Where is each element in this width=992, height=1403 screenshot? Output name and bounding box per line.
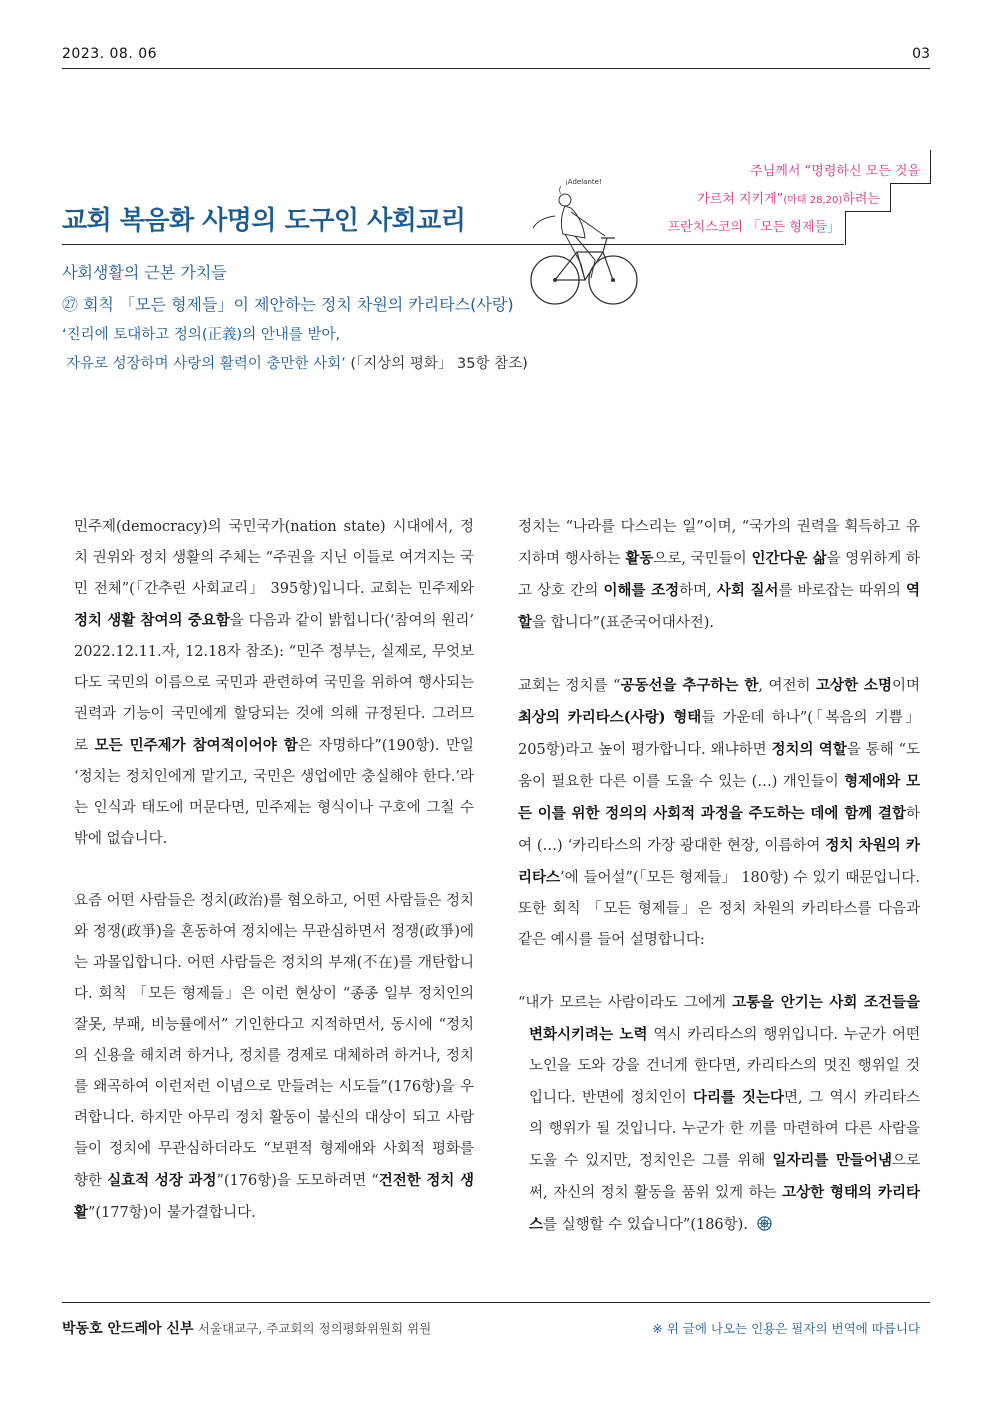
- emphasis: 모든 민주제가 참여적이어야 함: [94, 737, 298, 754]
- quote-reference: (「지상의 평화」 35항 참조): [350, 356, 528, 372]
- translation-note: ※ 위 글에 나오는 인용은 필자의 번역에 따릅니다: [652, 1321, 920, 1336]
- author-role: 서울대교구, 주교회의 정의평화위원회 위원: [197, 1321, 432, 1336]
- text-span: 를 실행할 수 있습니다”(186항).: [543, 1217, 748, 1233]
- paragraph: [74, 512, 474, 855]
- paragraph: [518, 670, 920, 956]
- emphasis: 건전한 정치 생활: [74, 1172, 475, 1221]
- text-span: 을 영위하게 하고 상호 간의: [518, 551, 920, 599]
- top-divider: [62, 68, 930, 69]
- end-mark-icon: [757, 1216, 772, 1231]
- text-span: 하며,: [679, 583, 717, 599]
- author-name: 박동호 안드레아 신부: [62, 1321, 194, 1337]
- text-span: 요즘 어떤 사람들은 정치(政治)를 혐오하고, 어떤 사람들은 정치와 정쟁(政爭)을 혼동하여 정치에는 무관심하면서 정쟁(政爭)에는 과몰입합니다. 어떤 사람들은 정치의 부재(不在)를 개탄합니다. 회칙 「모든 형제들」은 이런 현상이 “종종 일부 정치인의 잘못, 부패, 비능률에서” 기인한다고 지적하면서, 동시에 “정치의 신용을 해치려 하거나, 정치를 경제로 대체하려 하거나, 정치를 왜곡하여 이런저런 이념으로 만들려는 시도들”(176항)을 우려합니다. 하지만 아무리 정치 활동이 불신의 대상이 되고 사람들이 정치에 무관심하더라도 “보편적 형제애와 사회적 평화를 향한: [74, 893, 474, 1189]
- text-span: ”(176항)을 도모하려면 “: [216, 1173, 379, 1189]
- emphasis: 공동선을 추구하는 한: [620, 677, 759, 694]
- stair-line: [890, 183, 891, 211]
- text-span: 을 다음과 같이 밝힙니다(‘참여의 원리’ 2022.12.11.자, 12.18자 참조): “민주 정부는, 실제로, 무엇보다도 국민의 이름으로 국민과 관련하여 국민을 위하여 행사되는 권력과 기능이 국민에게 할당되는 것에 의해 규정된다. 그러므로: [74, 613, 474, 754]
- callout-line-1: 주님께서 “명령하신 모든 것을: [750, 164, 920, 179]
- stair-line: [890, 183, 931, 184]
- emphasis: 정치 차원의 카리타스: [518, 837, 920, 886]
- stair-line: [930, 150, 931, 183]
- emphasis: 정치의 역할: [771, 741, 847, 758]
- text-span: 민주제(democracy)의 국민국가(nation state) 시대에서, 정치 권위와 정치 생활의 주체는 “주권을 지닌 이들로 여겨지는 국민 전체”(「간추린 사회교리」 395항)입니다. 교회는 민주제와: [74, 519, 474, 597]
- body-right-column: [518, 512, 920, 1272]
- quote-line-1: ‘진리에 토대하고 정의(正義)의 안내를 받아,: [62, 327, 341, 343]
- text-span: 으로, 국민들이: [653, 551, 752, 567]
- text-span: 하여 (…) ‘카리타스의 가장 광대한 현장, 이름하여: [518, 806, 920, 854]
- speech-bubble-text: ¡Adelante!: [565, 178, 602, 186]
- page-number: 03: [912, 46, 930, 62]
- text-span: 교회는 정치를 “: [518, 678, 621, 694]
- quote-paragraph: [518, 987, 920, 1241]
- paragraph: [74, 886, 474, 1229]
- callout-line-2-main: 가르쳐 지키게”: [697, 192, 784, 207]
- stair-line: [845, 211, 891, 212]
- emphasis: 고통을 안기는 사회 조건들을 변화시키려는 노력: [529, 994, 920, 1043]
- emphasis: 이해를 조정: [603, 582, 680, 599]
- text-span: “내가 모르는 사람이라도 그에게: [518, 995, 733, 1011]
- text-span: , 여전히: [758, 678, 816, 694]
- episode-title: ㉗ 회칙 「모든 형제들」이 제안하는 정치 차원의 카리타스(사랑): [62, 295, 514, 314]
- emphasis: 고상한 형태의 카리타스: [529, 1184, 920, 1233]
- callout-bible-ref: (마태 28,20): [783, 195, 843, 206]
- pope-bicycle-illustration: [525, 168, 645, 318]
- bottom-divider: [62, 1302, 930, 1303]
- stair-line: [845, 211, 846, 245]
- text-span: ’에 들어설”(「모든 형제들」 180항) 수 있기 때문입니다. 또한 회칙 「모든 형제들」은 정치 차원의 카리타스를 다음과 같은 예시를 들어 설명합니다:: [518, 870, 920, 948]
- emphasis: 실효적 성장 과정: [107, 1172, 217, 1189]
- emphasis: 일자리를 만들어냄: [772, 1152, 892, 1169]
- article-title: 교회 복음화 사명의 도구인 사회교리: [62, 206, 466, 236]
- emphasis: 형제애와 모든 이를 위한 정의의 사회적 과정을 주도하는 데에 함께 결합: [518, 773, 921, 822]
- callout-line-3: 프란치스코의 「모든 형제들」: [667, 220, 840, 235]
- emphasis: 인간다운 삶: [751, 550, 827, 567]
- text-span: 으로써, 자신의 정치 활동을 품위 있게 하는: [529, 1153, 920, 1201]
- emphasis: 다리를 짓는다: [693, 1089, 784, 1106]
- paragraph: [518, 512, 920, 639]
- text-span: 를 바로잡는 따위의: [778, 583, 906, 599]
- callout-line-2: [697, 188, 880, 207]
- text-span: 이며: [891, 678, 920, 694]
- text-span: 을 합니다”(표준국어대사전).: [532, 615, 715, 631]
- text-span: 은 자명하다”(190항). 만일 ‘정치는 정치인에게 맡기고, 국민은 생업에만 충실해야 한다.’라는 인식과 태도에 머문다면, 민주제는 형식이나 구호에 그칠 수밖에 없습니다.: [74, 738, 474, 847]
- text-span: 들 가운데 하나”(「복음의 기쁨」 205항)라고 높이 평가합니다. 왜냐하면: [518, 710, 920, 758]
- text-span: 을 통해 “도움이 필요한 다른 이를 도울 수 있는 (…) 개인들이: [518, 742, 920, 790]
- body-left-column: [74, 512, 474, 1260]
- title-divider: [62, 244, 844, 245]
- callout-line-2-end: 하려는: [842, 192, 880, 207]
- quote-line-2-text: 자유로 성장하며 사랑의 활력이 충만한 사회’: [66, 356, 346, 372]
- emphasis: 고상한 소명: [815, 677, 892, 694]
- quote-line-2: [66, 352, 528, 373]
- emphasis: 사회 질서: [716, 582, 779, 599]
- text-span: 면, 그 역시 카리타스의 행위가 될 것입니다. 누군가 한 끼를 마련하여 다른 사람을 도울 수 있지만, 정치인은 그를 위해: [529, 1090, 920, 1169]
- series-title: 사회생활의 근본 가치들: [62, 263, 227, 282]
- emphasis: 최상의 카리타스(사랑) 형태: [518, 709, 702, 726]
- emphasis: 역할: [518, 582, 921, 631]
- emphasis: 활동: [625, 550, 654, 567]
- issue-date: 2023. 08. 06: [62, 46, 158, 62]
- author-byline: [62, 1318, 431, 1338]
- text-span: 정치는 “나라를 다스리는 일”이며, “국가의 권력을 획득하고 유지하며 행사하는: [518, 519, 920, 567]
- text-span: 역시 카리타스의 행위입니다. 누군가 어떤 노인을 도와 강을 건너게 한다면, 카리타스의 멋진 행위일 것입니다. 반면에 정치인이: [529, 1027, 920, 1106]
- emphasis: 정치 생활 참여의 중요함: [74, 612, 230, 629]
- text-span: ”(177항)이 불가결합니다.: [88, 1205, 256, 1221]
